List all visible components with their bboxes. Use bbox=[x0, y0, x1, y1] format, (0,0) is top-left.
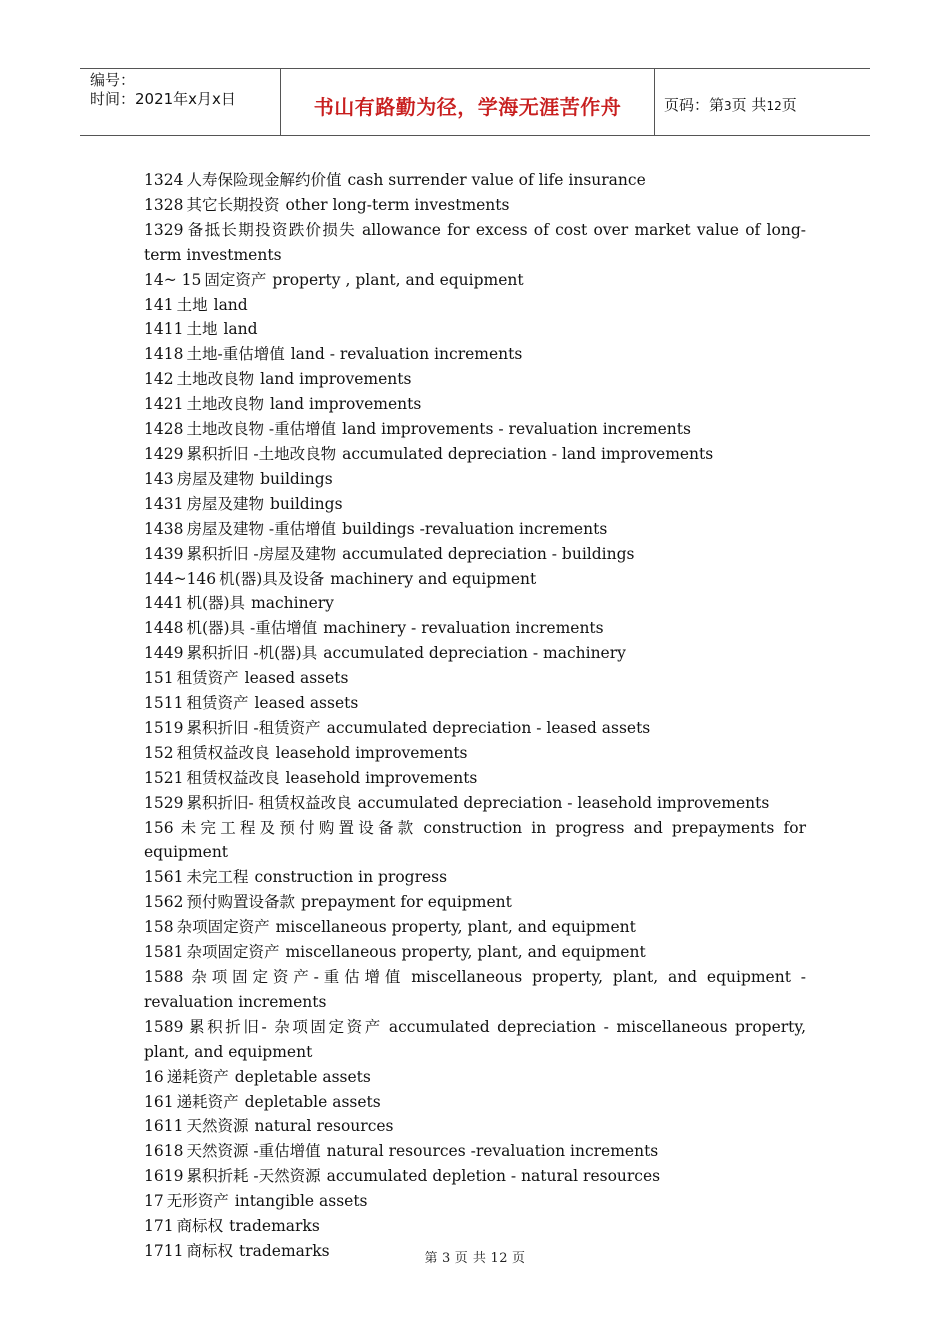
account-entry bbox=[144, 1090, 806, 1115]
account-code: 1581 bbox=[144, 943, 184, 962]
account-entry bbox=[144, 268, 806, 293]
account-english-name: machinery bbox=[251, 594, 334, 613]
page-code-middle: 页 共 bbox=[731, 96, 767, 114]
account-code: 1562 bbox=[144, 893, 184, 912]
account-chinese-name: 备抵长期投资跌价损失 bbox=[186, 220, 357, 239]
header-meta bbox=[80, 69, 281, 135]
account-code: 1618 bbox=[144, 1142, 184, 1161]
account-code: 16 bbox=[144, 1067, 164, 1086]
account-code: 1421 bbox=[144, 395, 184, 414]
account-english-name: property , plant, and equipment bbox=[272, 270, 524, 289]
account-chinese-name: 土地-重估增值 bbox=[186, 345, 285, 364]
account-code: 1429 bbox=[144, 444, 184, 463]
account-entry bbox=[144, 766, 806, 791]
account-english-name: leasehold improvements bbox=[285, 768, 478, 787]
page-footer bbox=[0, 1247, 950, 1266]
account-english-name: depletable assets bbox=[234, 1067, 371, 1086]
account-english-name: land improvements bbox=[260, 370, 412, 389]
account-entry bbox=[144, 218, 806, 268]
page-code-current: 3 bbox=[724, 99, 732, 113]
account-chinese-name: 机(器)具及设备 bbox=[219, 569, 325, 588]
account-english-name: construction in progress bbox=[254, 868, 448, 887]
account-chinese-name: 递耗资产 bbox=[176, 1092, 239, 1111]
account-chinese-name: 累积折旧- 租赁权益改良 bbox=[186, 793, 352, 812]
footer-current: 3 bbox=[442, 1251, 451, 1266]
page-code-total: 12 bbox=[766, 99, 782, 113]
account-entry bbox=[144, 890, 806, 915]
account-code: 151 bbox=[144, 669, 174, 688]
account-english-name: trademarks bbox=[238, 1241, 330, 1260]
account-entry bbox=[144, 567, 806, 592]
account-entry bbox=[144, 542, 806, 567]
account-code: 14~ 15 bbox=[144, 270, 202, 289]
account-english-name: machinery - revaluation increments bbox=[323, 619, 604, 638]
account-chinese-name: 租赁资产 bbox=[176, 669, 239, 688]
account-english-name: machinery and equipment bbox=[330, 569, 537, 588]
account-chinese-name: 土地改良物 bbox=[186, 395, 264, 414]
account-entry bbox=[144, 1164, 806, 1189]
account-code: 1561 bbox=[144, 868, 184, 887]
account-code: 1428 bbox=[144, 420, 184, 439]
account-code: 1511 bbox=[144, 694, 184, 713]
header-page-code bbox=[655, 69, 870, 135]
account-chinese-name: 机(器)具 -重估增值 bbox=[186, 619, 318, 638]
account-code: 17 bbox=[144, 1192, 164, 1211]
account-english-name: accumulated depreciation - leased assets bbox=[326, 718, 651, 737]
account-code: 143 bbox=[144, 469, 174, 488]
account-english-name: accumulated depletion - natural resources bbox=[326, 1167, 661, 1186]
account-english-name: miscellaneous property, plant, and equipment - revaluation increments bbox=[144, 968, 806, 1011]
account-entry bbox=[144, 741, 806, 766]
account-english-name: buildings bbox=[260, 469, 333, 488]
account-entry bbox=[144, 1065, 806, 1090]
account-code: 1439 bbox=[144, 544, 184, 563]
account-english-name: land bbox=[213, 295, 248, 314]
account-entry bbox=[144, 666, 806, 691]
account-entry bbox=[144, 865, 806, 890]
page-header bbox=[80, 68, 870, 136]
account-chinese-name: 累积折旧 -租赁资产 bbox=[186, 718, 321, 737]
account-entry bbox=[144, 1189, 806, 1214]
account-english-name: other long-term investments bbox=[285, 195, 510, 214]
account-english-name: accumulated depreciation - buildings bbox=[342, 544, 635, 563]
account-entry bbox=[144, 342, 806, 367]
footer-suffix: 页 bbox=[511, 1251, 526, 1266]
account-english-name: cash surrender value of life insurance bbox=[347, 171, 646, 189]
account-code: 141 bbox=[144, 295, 174, 314]
account-code: 1441 bbox=[144, 594, 184, 613]
account-english-name: buildings -revaluation increments bbox=[342, 519, 608, 538]
account-english-name: accumulated depreciation - leasehold improvements bbox=[357, 793, 770, 812]
account-code: 1711 bbox=[144, 1241, 184, 1260]
account-english-name: leased assets bbox=[254, 694, 359, 713]
account-chinese-name: 机(器)具 bbox=[186, 594, 246, 613]
account-code: 1448 bbox=[144, 619, 184, 638]
account-chinese-name: 累积折旧- 杂项固定资产 bbox=[186, 1017, 383, 1036]
account-chinese-name: 租赁资产 bbox=[186, 694, 249, 713]
account-code: 1431 bbox=[144, 494, 184, 513]
account-chinese-name: 天然资源 bbox=[186, 1117, 249, 1136]
account-english-name: depletable assets bbox=[244, 1092, 381, 1111]
account-entry bbox=[144, 442, 806, 467]
account-entry bbox=[144, 1015, 806, 1065]
account-chinese-name: 房屋及建物 bbox=[186, 494, 264, 513]
account-english-name: leased assets bbox=[244, 669, 349, 688]
account-english-name: land - revaluation increments bbox=[290, 345, 523, 364]
account-entry bbox=[144, 517, 806, 542]
account-code: 156 bbox=[144, 818, 174, 837]
account-entry bbox=[144, 168, 806, 193]
number-label: 编号： bbox=[90, 71, 136, 89]
header-motto-cell bbox=[281, 69, 655, 135]
account-chinese-name: 房屋及建物 -重估增值 bbox=[186, 519, 337, 538]
account-english-name: accumulated depreciation - machinery bbox=[323, 644, 626, 663]
account-chinese-name: 杂项固定资产-重估增值 bbox=[186, 968, 406, 986]
account-entry bbox=[144, 367, 806, 392]
account-english-name: land improvements - revaluation increments bbox=[342, 420, 691, 439]
account-code: 1619 bbox=[144, 1167, 184, 1186]
account-code: 1519 bbox=[144, 718, 184, 737]
account-chinese-name: 杂项固定资产 bbox=[186, 943, 280, 962]
account-code: 142 bbox=[144, 370, 174, 389]
account-chinese-name: 累积折旧 -土地改良物 bbox=[186, 444, 337, 463]
account-chinese-name: 土地改良物 bbox=[176, 370, 255, 389]
account-chinese-name: 租赁权益改良 bbox=[176, 743, 270, 762]
account-entry bbox=[144, 1139, 806, 1164]
account-entry bbox=[144, 492, 806, 517]
account-english-name: prepayment for equipment bbox=[300, 893, 512, 912]
account-code: 1329 bbox=[144, 220, 184, 239]
footer-total: 12 bbox=[490, 1251, 508, 1266]
account-chinese-name: 土地改良物 -重估增值 bbox=[186, 420, 337, 439]
account-english-name: natural resources bbox=[254, 1117, 394, 1136]
account-chinese-name: 固定资产 bbox=[204, 270, 267, 289]
account-chinese-name: 商标权 bbox=[176, 1217, 224, 1236]
account-entry bbox=[144, 591, 806, 616]
account-code: 1449 bbox=[144, 644, 184, 663]
page-code-prefix: 页码：第 bbox=[664, 96, 725, 114]
account-entry bbox=[144, 965, 806, 1015]
account-entry bbox=[144, 392, 806, 417]
account-english-name: land improvements bbox=[269, 395, 422, 414]
account-chinese-name: 累积折耗 -天然资源 bbox=[186, 1167, 321, 1186]
account-chinese-name: 土地 bbox=[186, 320, 218, 339]
account-list bbox=[144, 168, 806, 1264]
account-entry bbox=[144, 691, 806, 716]
account-english-name: trademarks bbox=[229, 1217, 320, 1236]
account-entry bbox=[144, 1214, 806, 1239]
account-code: 1411 bbox=[144, 320, 184, 339]
account-entry bbox=[144, 940, 806, 965]
account-code: 1588 bbox=[144, 968, 184, 986]
account-code: 1611 bbox=[144, 1117, 184, 1136]
account-entry bbox=[144, 816, 806, 866]
account-code: 1324 bbox=[144, 171, 184, 189]
account-entry bbox=[144, 317, 806, 342]
account-code: 1589 bbox=[144, 1017, 184, 1036]
account-chinese-name: 租赁权益改良 bbox=[186, 768, 280, 787]
time-label: 时间：2021年x月x日 bbox=[90, 90, 236, 108]
footer-prefix: 第 bbox=[424, 1251, 439, 1266]
account-chinese-name: 递耗资产 bbox=[166, 1067, 229, 1086]
account-chinese-name: 商标权 bbox=[186, 1241, 233, 1260]
account-english-name: natural resources -revaluation increments bbox=[326, 1142, 659, 1161]
account-entry bbox=[144, 791, 806, 816]
account-code: 1438 bbox=[144, 519, 184, 538]
account-code: 1328 bbox=[144, 195, 184, 214]
page-code bbox=[664, 94, 797, 115]
account-entry bbox=[144, 641, 806, 666]
footer-middle: 页 共 bbox=[454, 1251, 487, 1266]
motto: 书山有路勤为径，学海无涯苦作舟 bbox=[313, 95, 622, 119]
account-code: 1521 bbox=[144, 768, 184, 787]
account-english-name: accumulated depreciation - miscellaneous property, plant, and equipment bbox=[144, 1017, 807, 1061]
account-code: 1529 bbox=[144, 793, 184, 812]
account-chinese-name: 无形资产 bbox=[166, 1192, 229, 1211]
account-english-name: miscellaneous property, plant, and equipment bbox=[285, 943, 646, 962]
account-entry bbox=[144, 1114, 806, 1139]
account-english-name: intangible assets bbox=[234, 1192, 368, 1211]
account-entry bbox=[144, 915, 806, 940]
account-chinese-name: 累积折旧 -机(器)具 bbox=[186, 644, 318, 663]
account-english-name: land bbox=[223, 320, 258, 339]
account-chinese-name: 人寿保险现金解约价值 bbox=[186, 171, 342, 189]
account-code: 161 bbox=[144, 1092, 174, 1111]
account-code: 171 bbox=[144, 1217, 174, 1236]
account-entry bbox=[144, 193, 806, 218]
account-chinese-name: 未完工程 bbox=[186, 868, 249, 887]
account-english-name: buildings bbox=[269, 494, 343, 513]
account-code: 144~146 bbox=[144, 569, 217, 588]
account-chinese-name: 天然资源 -重估增值 bbox=[186, 1142, 321, 1161]
account-chinese-name: 杂项固定资产 bbox=[176, 918, 270, 937]
account-english-name: miscellaneous property, plant, and equipment bbox=[275, 918, 636, 937]
account-english-name: allowance for excess of cost over market value of long-term investments bbox=[144, 220, 806, 264]
page-code-suffix: 页 bbox=[781, 96, 797, 114]
account-chinese-name: 房屋及建物 bbox=[176, 469, 255, 488]
account-code: 158 bbox=[144, 918, 174, 937]
account-english-name: construction in progress and prepayments for equipment bbox=[144, 818, 806, 862]
account-entry bbox=[144, 716, 806, 741]
account-entry bbox=[144, 467, 806, 492]
account-code: 1418 bbox=[144, 345, 184, 364]
account-chinese-name: 累积折旧 -房屋及建物 bbox=[186, 544, 337, 563]
account-chinese-name: 其它长期投资 bbox=[186, 195, 280, 214]
account-code: 152 bbox=[144, 743, 174, 762]
account-chinese-name: 未完工程及预付购置设备款 bbox=[176, 818, 418, 837]
account-chinese-name: 预付购置设备款 bbox=[186, 893, 295, 912]
account-entry bbox=[144, 293, 806, 318]
account-entry bbox=[144, 616, 806, 641]
account-entry bbox=[144, 417, 806, 442]
account-english-name: accumulated depreciation - land improvements bbox=[342, 444, 714, 463]
account-chinese-name: 土地 bbox=[176, 295, 208, 314]
account-english-name: leasehold improvements bbox=[275, 743, 468, 762]
